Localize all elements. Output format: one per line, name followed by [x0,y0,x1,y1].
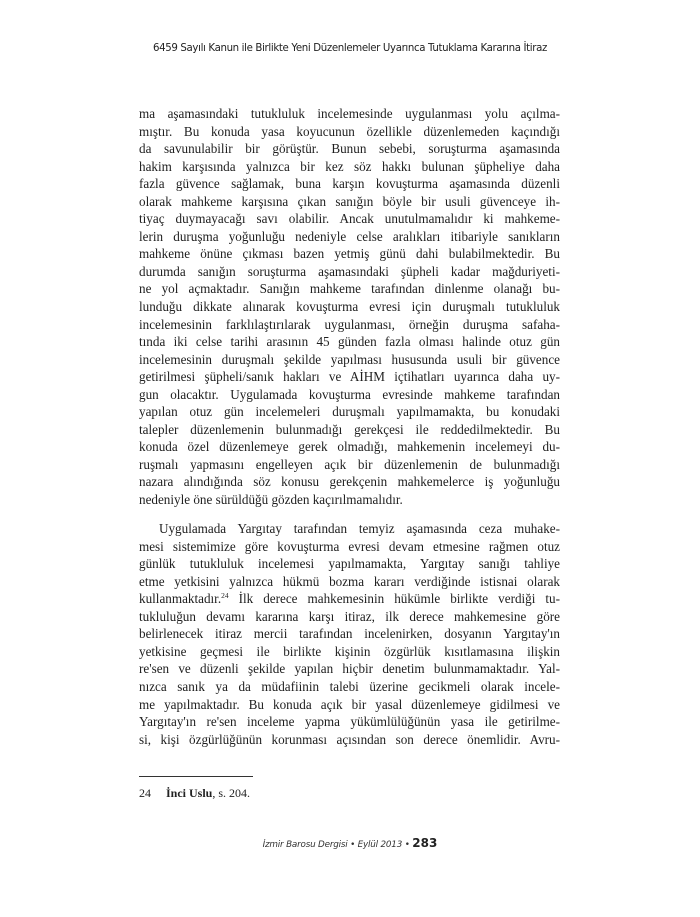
text-line: da savunulabilir bir görüştür. Bunun sebebi, soruşturma aşamasında [139,141,560,157]
text-fragment: kullanmaktadır. [139,591,222,607]
footnote [139,786,250,801]
text-line: talepler düzenlemenin bulunmadığı gerekçesi ile reddedilmektedir. Bu [139,421,560,437]
text-line: incelemesinin duruşmalı şekilde yapılması hususunda usuli bir güvence [139,351,560,367]
text-line: re'sen ve düzenli şekilde yapılan hiçbir denetim bulunmamaktadır. Yal- [139,661,560,677]
footnote-author: İnci Uslu [166,786,213,800]
paragraph-1 [139,105,560,509]
text-line: tiyaç duymayacağı savı olabilir. Ancak unutulmamalıdır ki mahkeme- [139,211,560,227]
paragraph-2 [139,520,560,748]
text-line: me yapılmaktadır. Bu konuda açık bir yasal düzenlemeye gidilmesi ve [139,696,560,712]
footnote-citation: , s. 204. [212,786,251,800]
text-line: gun olacaktır. Uygulamada kovuşturma evresinde mahkeme tarafından [139,386,560,402]
footnote-divider [139,776,253,777]
text-line: si, kişi özgürlüğünün korunması açısından son derece önemlidir. Avru- [139,731,560,747]
footnote-reference[interactable]: 24 [221,591,229,601]
text-line: olarak mahkeme karşısına çıkan sanığın böyle bir usuli güvenceye ih- [139,193,560,209]
page-footer [0,836,700,850]
page-number: 283 [412,836,438,850]
text-line: tında iki celse tarihi arasının 45 günden fazla olması halinde otuz gün [139,334,560,350]
text-line: lunduğu dikkate alınarak kovuşturma evresi için duruşmalı tutukluluk [139,299,560,315]
text-line: ma aşamasındaki tutukluluk incelemesinde uygulanması yolu açılma- [139,106,560,121]
text-line: yetkisine geçmesi ile birlikte kişinin özgürlük kısıtlamasına ilişkin [139,643,560,659]
text-line: günlük tutukluluk incelemesi yapılmamakta, Yargıtay sanığı tahliye [139,556,560,572]
text-line: mahkeme önüne çıkması bazen yetmiş günü dahi bulabilmektedir. Bu [139,246,560,262]
text-line: ne yol açmaktadır. Sanığın mahkeme tarafından dinlenme olanağı bu- [139,281,560,297]
text-line: mesi sistemimize göre kovuşturma evresi devam etmesine rağmen otuz [139,538,560,554]
text-line: nedeniyle öne sürüldüğü gözden kaçırılmamalıdır. [139,492,403,508]
journal-name: İzmir Barosu Dergisi • Eylül 2013 • [262,840,410,850]
text-line: tukluluğun devamı kararına karşı itiraz, ilk derece mahkemesine göre [139,608,560,624]
text-line: fazla güvence sağlamak, buna karşın kovuşturma aşamasında düzenli [139,176,560,192]
text-fragment: İlk derece mahkemesinin hükümle birlikte verdiği tu- [228,591,560,607]
body-text [139,105,560,748]
text-line: mıştır. Bu konuda yasa koyucunun özellikle düzenlemeden kaçındığı [139,123,560,139]
text-line: konuda özel düzenlemeye gerek olmadığı, mahkemenin incelemeyi du- [139,439,560,455]
text-line: nızca sanık ya da müdafiinin talebi üzerine gecikmeli olarak incele- [139,679,560,694]
text-line: lerin duruşma yoğunluğu nedeniyle celse aralıkları itibariyle sanıkların [139,228,560,244]
text-line: incelemesinin farklılaştırılarak uygulanması, örneğin duruşma safaha- [139,316,560,332]
text-line: etme yetkisini yalnızca hükmü bozma kararı verdiğinde istisnai olarak [139,573,560,589]
text-line: belirlenecek itiraz mercii tarafından incelenirken, dosyanın Yargıtay'ın [139,626,560,642]
text-line: getirilmesi şüpheli/sanık hakları ve AİHM içtihatları uyarınca daha uy- [139,369,560,385]
text-line: yapılan otuz gün incelemeleri duruşmalı yapılmamakta, bu konudaki [139,404,560,420]
running-header: 6459 Sayılı Kanun ile Birlikte Yeni Düzenlemeler Uyarınca Tutuklama Kararına İtiraz [152,43,547,54]
text-line: hakim karşısında yalnızca bir kez söz hakkı bulunan şüpheliye daha [139,158,560,174]
text-line: ruşmalı yapmasını engelleyen açık bir düzenlemenin de bulunmadığı [139,456,560,472]
footnote-number: 24 [139,786,151,800]
text-line: nazara alındığında söz konusu gerekçenin mahkemelerce iş yoğunluğu [139,474,560,490]
text-line [139,590,560,608]
text-line: Uygulamada Yargıtay tarafından temyiz aşamasında ceza muhake- [159,521,560,537]
text-line: Yargıtay'ın re'sen inceleme yapma yükümlülüğünün yasa ile getirilme- [139,714,560,730]
text-line: durumda sanığın soruşturma aşamasındaki şüpheli kadar mağduriyeti- [139,263,560,279]
